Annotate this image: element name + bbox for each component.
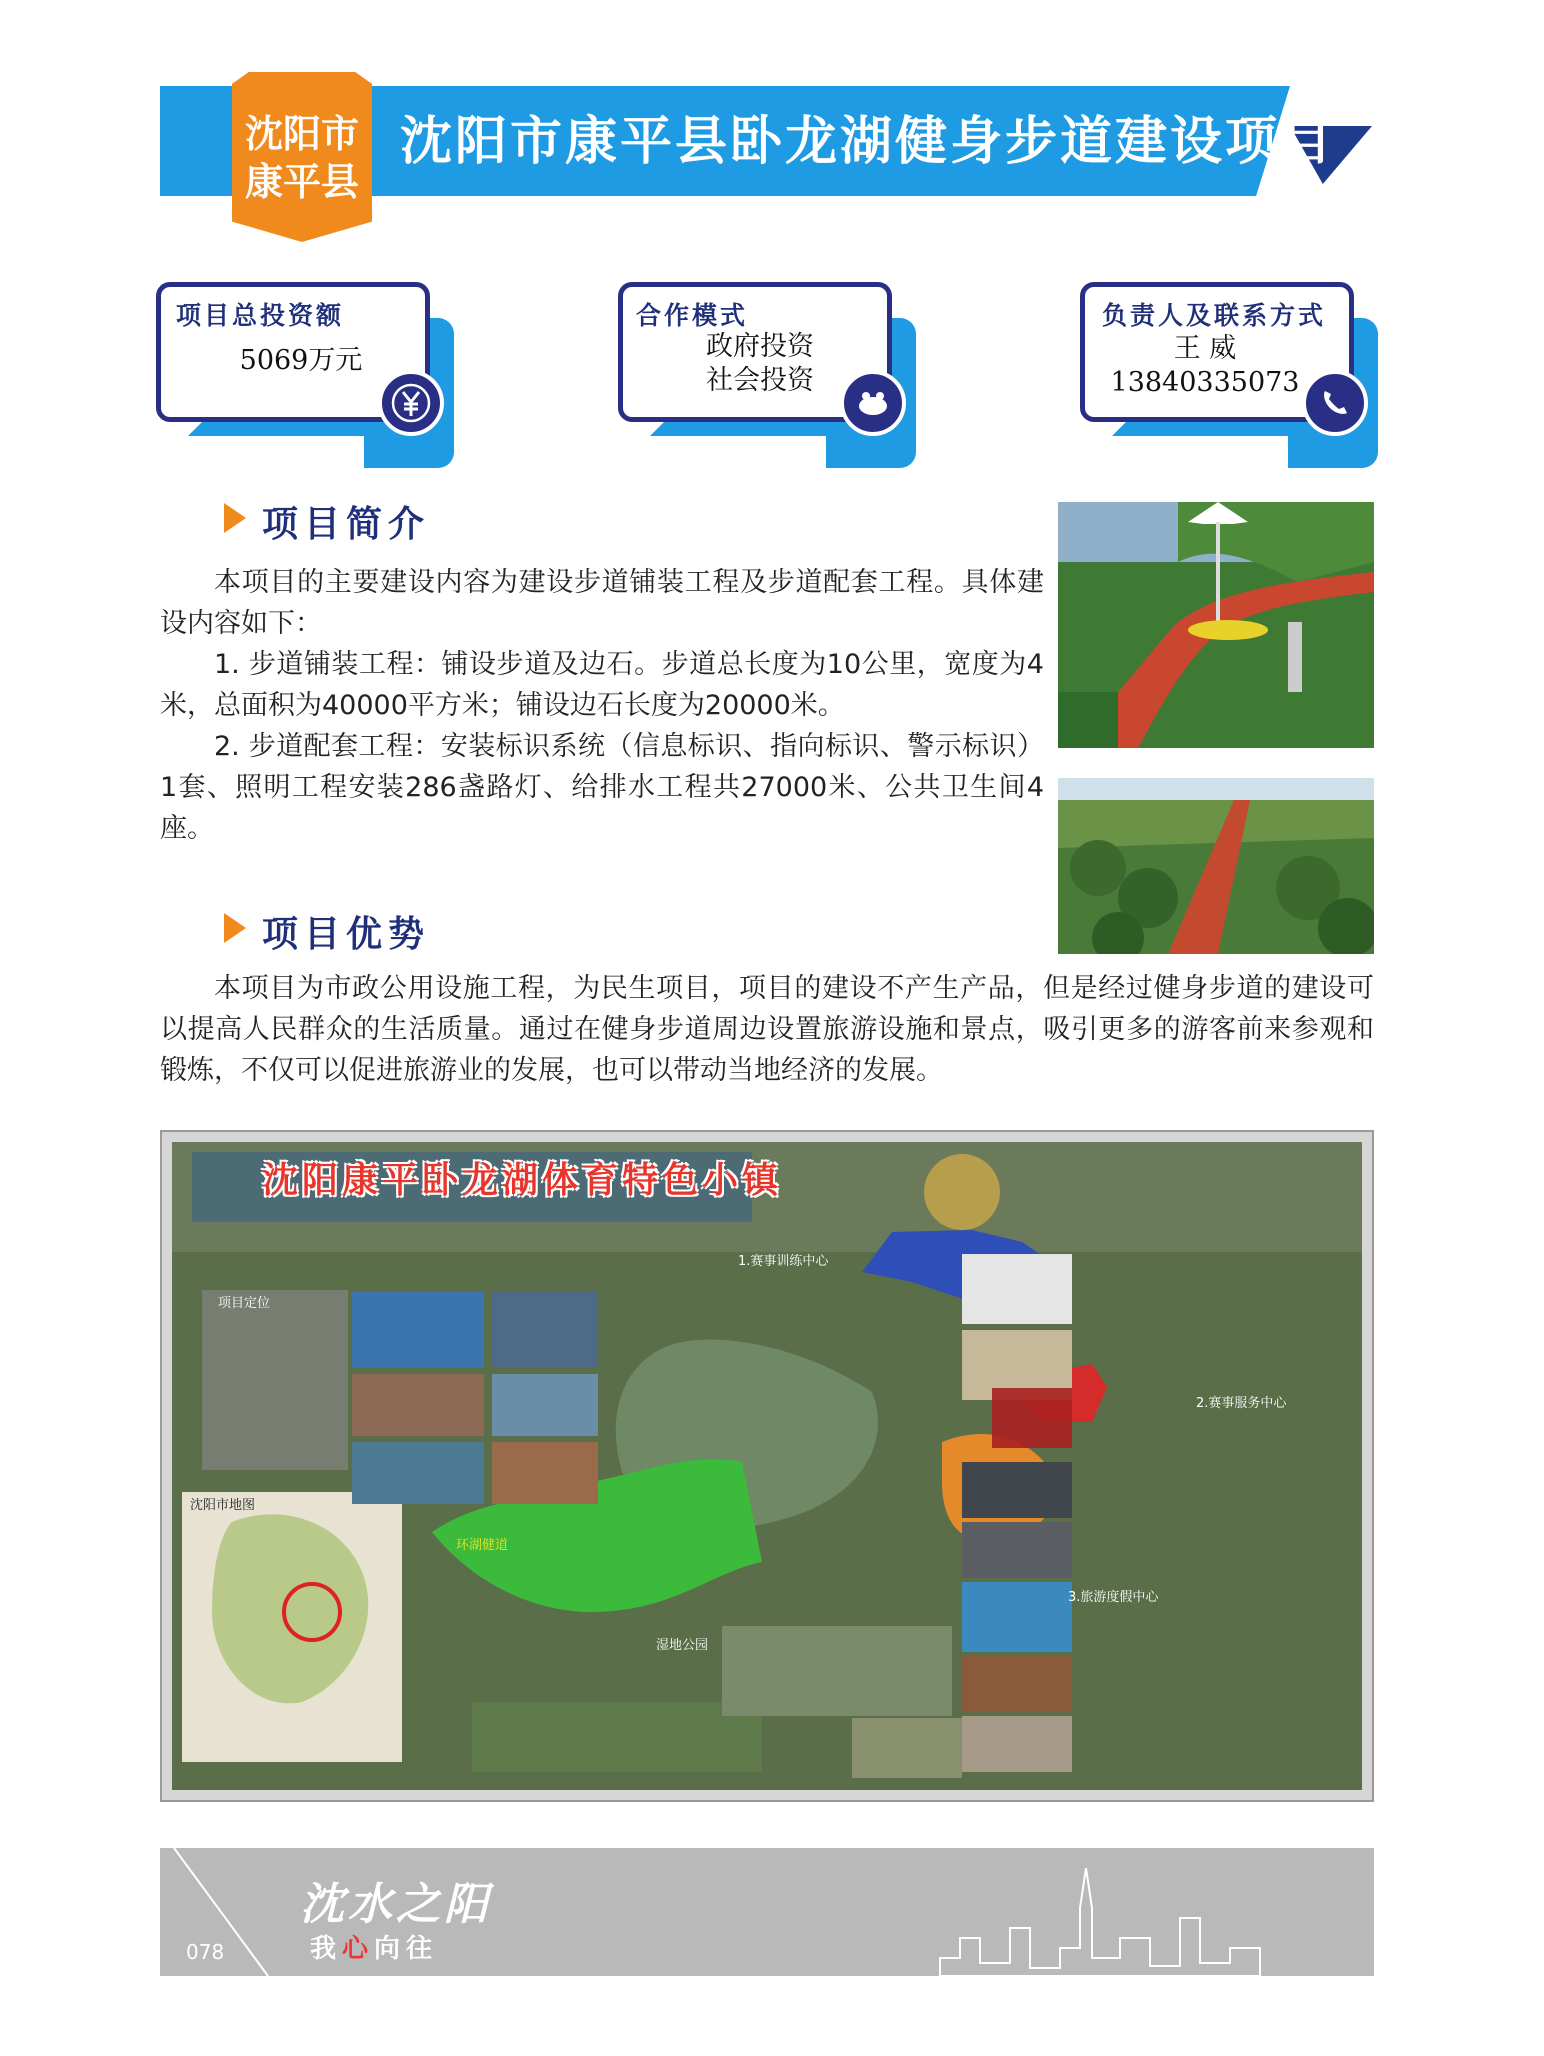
intro-text [160,562,1044,849]
map-title: 沈阳康平卧龙湖体育特色小镇 [262,1160,783,1201]
phone-icon [1302,370,1368,436]
section-arrow-icon [224,503,246,533]
contact-phone[interactable]: 13840335073 [1110,367,1300,398]
cooperation-value-1: 政府投资 [706,331,814,362]
section-arrow-icon [224,913,246,943]
intro-paragraph: 本项目的主要建设内容为建设步道铺装工程及步道配套工程。具体建设内容如下： [160,567,1044,639]
intro-paragraph: 2. 步道配套工程：安装标识系统（信息标识、指向标识、警示标识）1套、照明工程安装286盏路灯、给排水工程共27000米、公共卫生间4座。 [160,731,1044,844]
cooperation-label: 合作模式 [636,301,749,330]
region-tag-line1: 沈阳市 [244,112,359,156]
map-label-city: 沈阳市地图 [190,1498,256,1513]
cooperation-value-2: 社会投资 [706,365,814,396]
advantage-text [160,968,1374,1091]
handshake-icon [840,370,906,436]
map-label-trail: 环湖健道 [456,1538,509,1553]
trail-photo-forest [1058,778,1374,954]
footer-slogan: 沈水之阳 [300,1879,492,1930]
map-label-location: 项目定位 [218,1296,271,1311]
region-tag [232,72,372,242]
footer-subslogan-b: 向往 [374,1934,439,1964]
investment-label: 项目总投资额 [176,301,345,330]
footer-subslogan-a: 我 [310,1934,343,1964]
footer-subslogan-heart: 心 [342,1934,375,1964]
page-title: 沈阳市康平县卧龙湖健身步道建设项目 [400,112,1336,172]
region-tag-line2: 康平县 [244,160,359,204]
map-satellite [172,1142,1362,1790]
map-label-service: 2.赛事服务中心 [1196,1396,1287,1411]
advantage-heading: 项目优势 [262,914,431,955]
contact-name: 王 威 [1173,333,1237,364]
contact-label: 负责人及联系方式 [1102,301,1327,330]
yuan-icon [378,370,444,436]
map-label-tourism: 3.旅游度假中心 [1068,1590,1159,1605]
footer-subslogan [310,1928,438,1965]
page-number: 078 [186,1940,225,1964]
map-label-training: 1.赛事训练中心 [738,1254,829,1269]
planning-map [160,1130,1374,1802]
map-label-wetland: 湿地公园 [656,1638,709,1653]
trail-photo-pavilion [1058,502,1374,748]
advantage-paragraph: 本项目为市政公用设施工程，为民生项目，项目的建设不产生产品，但是经过健身步道的建设可以提高人民群众的生活质量。通过在健身步道周边设置旅游设施和景点，吸引更多的游客前来参观和锻炼，不仅可以促进旅游业的发展，也可以带动当地经济的发展。 [160,973,1374,1086]
intro-paragraph: 1. 步道铺装工程：铺设步道及边石。步道总长度为10公里，宽度为4米，总面积为40000平方米；铺设边石长度为20000米。 [160,649,1044,721]
investment-value: 5069万元 [239,345,363,376]
intro-heading: 项目简介 [262,504,431,545]
